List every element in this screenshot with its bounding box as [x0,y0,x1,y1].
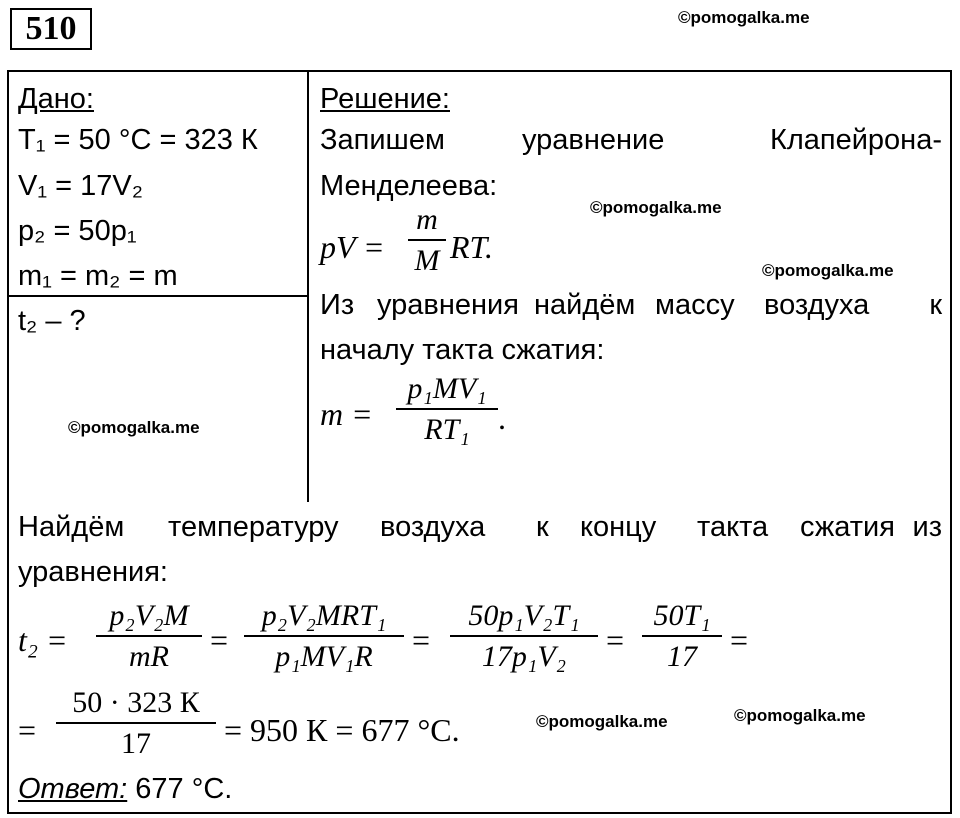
given-line: T₁ = 50 °C = 323 К [18,124,258,156]
eq4-lhs: = [18,712,37,748]
text2-word: Из [320,289,355,321]
watermark-given: ©pomogalka.me [68,418,200,437]
text2-word: к [929,289,942,321]
eq3-fraction-3 [450,598,598,675]
eq3-lhs: t₂ = [18,622,68,658]
problem-number: 510 [25,10,77,47]
find-line: t₂ – ? [18,305,86,337]
watermark-top: ©pomogalka.me [678,8,810,27]
given-title: Дано: [18,83,94,115]
eq1-fraction [408,202,446,279]
text3-word: концу [580,511,657,543]
answer-label: Ответ: [18,773,128,805]
text2-line: началу такта сжатия: [320,334,605,366]
text2-word: воздуха [764,289,870,321]
eq3-fraction-2 [244,598,404,675]
eq4-denominator: 17 [121,727,151,760]
text3-word: такта [697,511,769,543]
eq3-f1-denominator: mR [129,640,169,673]
eq2-denominator: RT₁ [424,413,470,446]
given-line: m₁ = m₂ = m [18,260,178,292]
fraction-bar [642,635,722,637]
eq3-f3-numerator: 50p₁V₂T₁ [468,599,580,632]
eq4-fraction [56,685,216,762]
answer-value: 677 °С. [135,773,233,805]
eq3-equals: = [412,622,431,658]
fraction-bar [96,635,202,637]
given-line: p₂ = 50p₁ [18,215,137,247]
eq3-f2-denominator: p₁MV₁R [275,640,373,673]
text3-word: воздуха [380,511,486,543]
eq1-rhs: RT. [450,229,493,265]
eq1-denominator: M [414,244,440,277]
text3-word: температуру [168,511,339,543]
text3-word: Найдём [18,511,125,543]
intro-word: Запишем [320,124,445,156]
text3-line: уравнения: [18,556,168,588]
intro-line: Менделеева: [320,170,498,202]
eq2-numerator: p₁MV₁ [407,372,487,405]
fraction-bar [244,635,404,637]
watermark-bottom-1: ©pomogalka.me [536,712,668,731]
eq2-fraction [396,371,498,448]
eq3-f4-numerator: 50T₁ [653,599,711,632]
eq1-numerator: m [416,203,438,236]
eq3-f3-denominator: 17p₁V₂ [481,640,567,673]
eq3-f4-denominator: 17 [667,640,697,673]
eq3-trailing-equals: = [730,622,749,658]
eq3-equals: = [606,622,625,658]
eq3-fraction-1 [96,598,202,675]
text3-word: из [912,511,942,543]
given-line: V₁ = 17V₂ [18,170,144,202]
eq3-equals: = [210,622,229,658]
eq2-rhs: . [498,400,506,436]
text2-word: уравнения [377,289,519,321]
intro-word: уравнение [522,124,665,156]
text3-word: сжатия [800,511,895,543]
watermark-mid: ©pomogalka.me [590,198,722,217]
fraction-bar [450,635,598,637]
text2-word: найдём [534,289,636,321]
fraction-bar [408,239,446,241]
fraction-bar [396,408,498,410]
given-divider [7,295,309,297]
watermark-bottom-2: ©pomogalka.me [734,706,866,725]
eq3-f2-numerator: p₂V₂MRT₁ [261,599,387,632]
column-divider [307,70,309,502]
intro-word: Клапейрона- [769,124,942,156]
eq1-lhs: pV = [320,229,385,265]
solution-title: Решение: [320,83,450,115]
problem-number-box [10,8,92,50]
eq2-lhs: m = [320,396,373,432]
text3-word: к [536,511,549,543]
fraction-bar [56,722,216,724]
eq3-f1-numerator: p₂V₂M [109,599,189,632]
eq4-rhs: = 950 К = 677 °С. [224,712,460,748]
eq4-numerator: 50 · 323 К [72,686,200,719]
text2-word: массу [655,289,735,321]
answer-line [18,770,232,808]
eq3-fraction-4 [642,598,722,675]
watermark-right: ©pomogalka.me [762,261,894,280]
